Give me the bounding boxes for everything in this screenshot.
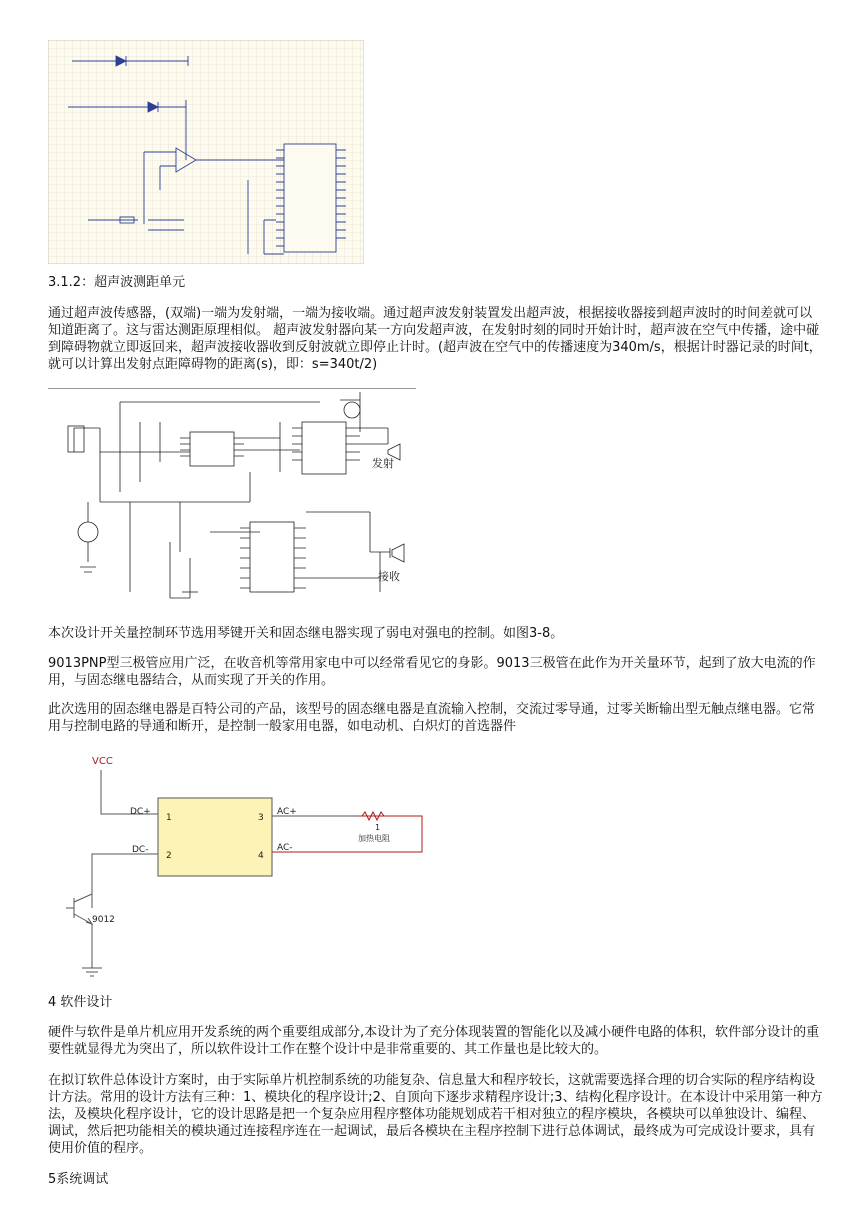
dc-plus-label: DC+ [130, 807, 151, 817]
ultrasonic-principle-paragraph: 通过超声波传感器，(双端)一端为发射端，一端为接收端。通过超声波发射装置发出超声波，根据接收器接到超声波时的时间差就可以知道距离了。这与雷达测距原理相似。 超声波发射器向某一方向发超声波，在发射时刻的同时开始计时，超声波在空气中传播，途中碰到障碍物就立即返回来，超声波接收器收到反射波就立即停止计时。(超声波在空气中的传播速度为340m/s，根据计时器记录的时间t，就可以计算出发射点距障碍物的距离(s)，即：s=340t/2) [48, 306, 822, 372]
switch-control-paragraph: 本次设计开关量控制环节选用琴键开关和固态继电器实现了弱电对强电的控制。如图3-8。 [48, 626, 564, 641]
vcc-label: VCC [92, 756, 113, 767]
mcu-schematic-figure [48, 40, 364, 264]
relay-pin-4: 4 [258, 851, 264, 861]
load-ref-label: 1 [375, 823, 381, 832]
relay-circuit-figure [48, 750, 448, 982]
transistor-9012-label: 9012 [92, 915, 115, 925]
relay-pin-3: 3 [258, 813, 264, 823]
section-3-1-2-title: 3.1.2：超声波测距单元 [48, 275, 186, 290]
software-design-method-paragraph: 在拟订软件总体设计方案时，由于实际单片机控制系统的功能复杂、信息量大和程序较长，这就需要选择合理的切合实际的程序结构设计方法。常用的设计方法有三种：1、模块化的程序设计;2、自顶向下逐步求精程序设计;3、结构化程序设计。在本设计中采用第一种方法，及模块化程序设计，它的设计思路是把一个复杂应用程序整体功能规划成若干相对独立的程序模块，各模块可以单独设计、编程、调试，然后把功能相关的模块通过连接程序连在一起调试，最后各模块在主程序控制下进行总体调试，最终成为可完成设计要求，具有使用价值的程序。 [48, 1073, 823, 1156]
ultrasonic-circuit-figure [60, 392, 420, 610]
receive-label: 接收 [378, 570, 400, 583]
relay-pin-2: 2 [166, 851, 172, 861]
section-5-title: 5系统调试 [48, 1172, 109, 1187]
ac-minus-label: AC- [277, 843, 293, 853]
transistor-9013-paragraph: 9013PNP型三极管应用广泛，在收音机等常用家电中可以经常看见它的身影。9013三极管在此作为开关量环节，起到了放大电流的作用，与固态继电器结合，从而实现了开关的作用。 [48, 656, 816, 688]
ac-plus-label: AC+ [277, 807, 297, 817]
dc-minus-label: DC- [132, 845, 149, 855]
solid-state-relay-paragraph: 此次选用的固态继电器是百特公司的产品，该型号的固态继电器是直流输入控制，交流过零导通，过零关断输出型无触点继电器。它常用与控制电路的导通和断开，是控制一般家用电器，如电动机、白炽灯的首选器件 [48, 702, 816, 734]
heating-resistor-label: 加热电阻 [358, 834, 390, 843]
section-4-title: 4 软件设计 [48, 995, 113, 1010]
figure-separator-line [48, 388, 416, 389]
transmit-label: 发射 [372, 457, 394, 470]
software-importance-paragraph: 硬件与软件是单片机应用开发系统的两个重要组成部分,本设计为了充分体现装置的智能化以及减小硬件电路的体积，软件部分设计的重要性就显得尤为突出了，所以软件设计工作在整个设计中是非常重要的、其工作量也是比较大的。 [48, 1025, 820, 1057]
relay-pin-1: 1 [166, 813, 172, 823]
